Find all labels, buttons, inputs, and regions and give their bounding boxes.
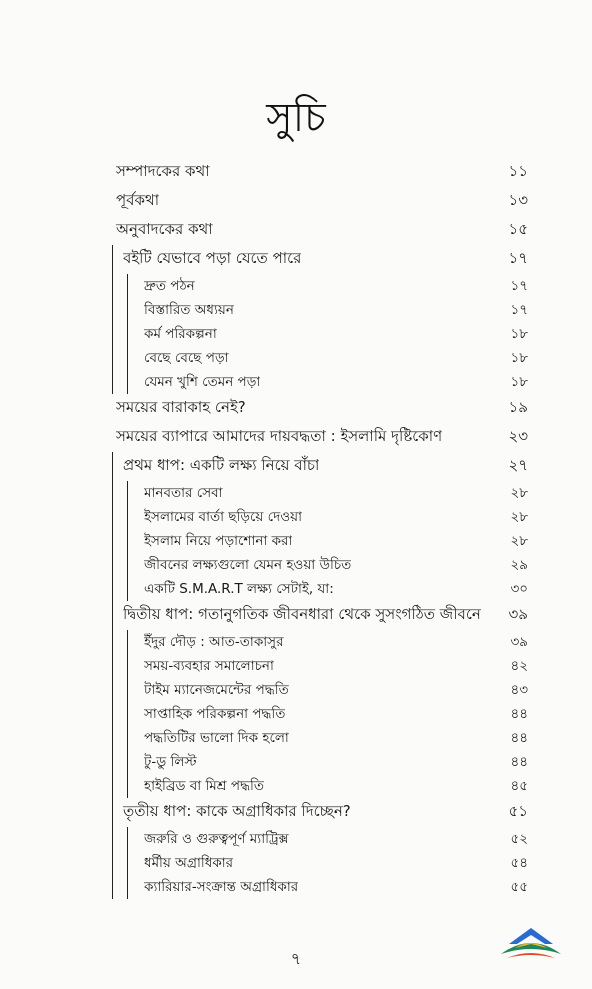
toc-entry-page: ১৮: [510, 349, 528, 366]
toc-subentry[interactable]: [127, 726, 532, 750]
toc-subentry[interactable]: [127, 481, 532, 505]
toc-entry-label: একটি S.M.A.R.T লক্ষ্য সেটাই, যা:: [144, 580, 334, 597]
toc-entry-label: ধর্মীয় অগ্রাধিকার: [144, 854, 234, 871]
toc-entry-label: মানবতার সেবা: [144, 484, 223, 501]
toc-entry-page: ১১: [508, 162, 528, 180]
toc-subentry[interactable]: [127, 774, 532, 798]
toc-entry-page: ১৩: [508, 191, 528, 209]
toc-entry[interactable]: [112, 158, 532, 187]
toc-entry-page: ১৮: [510, 325, 528, 342]
toc-subentry[interactable]: [127, 322, 532, 346]
toc-entry-label: বেছে বেছে পড়া: [144, 349, 229, 366]
publisher-logo-icon: [497, 924, 565, 968]
toc-entry-label: পূর্বকথা: [116, 191, 160, 209]
toc-entry-label: সাপ্তাহিক পরিকল্পনা পদ্ধতি: [144, 705, 286, 722]
toc-entry-label: টাইম ম্যানেজমেন্টের পদ্ধতি: [144, 681, 289, 698]
toc-section: [112, 798, 532, 899]
toc-entry-label: অনুবাদকের কথা: [116, 220, 213, 238]
toc-entry-page: ১৯: [508, 398, 528, 416]
toc-subentry[interactable]: [127, 505, 532, 529]
toc-entry-page: ১৭: [508, 249, 528, 267]
toc-subentry[interactable]: [127, 630, 532, 654]
toc-entry-page: ২৯: [510, 556, 528, 573]
toc-subentry[interactable]: [127, 750, 532, 774]
toc-entry-page: ২৮: [510, 532, 528, 549]
toc-entry-page: ৩৯: [508, 605, 528, 623]
toc-entry-label: সময়-ব্যবহার সমালোচনা: [144, 657, 274, 674]
toc-subentry[interactable]: [127, 370, 532, 394]
toc-entry[interactable]: [112, 394, 532, 423]
toc-entry-page: ১৫: [508, 220, 528, 238]
toc-entry-label: পদ্ধতিটির ভালো দিক হলো: [144, 729, 289, 746]
toc-title: সুচি: [266, 95, 326, 141]
toc-section: [112, 452, 532, 601]
toc-entry-page: ২৮: [510, 508, 528, 525]
toc-entry-page: ২৭: [508, 456, 528, 474]
toc-entry[interactable]: [119, 601, 532, 630]
toc-subentry[interactable]: [127, 875, 532, 899]
toc-entry-label: বিস্তারিত অধ্যয়ন: [144, 301, 234, 318]
toc-subentry[interactable]: [127, 529, 532, 553]
toc-entry-page: ১৮: [510, 373, 528, 390]
toc-entry-page: ৪৫: [510, 777, 528, 794]
toc-subentry[interactable]: [127, 298, 532, 322]
toc-entry-label: সময়ের বারাকাহ নেই?: [116, 398, 246, 416]
toc-entry-label: প্রথম ধাপ: একটি লক্ষ্য নিয়ে বাঁচা: [123, 456, 320, 474]
toc-entry[interactable]: [119, 798, 532, 827]
toc-entry-page: ৪৪: [510, 729, 528, 746]
toc-entry-label: কর্ম পরিকল্পনা: [144, 325, 217, 342]
toc-entry-label: টু-ডু লিস্ট: [144, 753, 197, 770]
page-number: ৭: [290, 949, 302, 968]
toc-entry-page: ১৭: [510, 301, 528, 318]
toc-entry-page: ৫২: [510, 830, 528, 847]
toc-entry-page: ২৮: [510, 484, 528, 501]
toc-entry-label: জীবনের লক্ষ্যগুলো যেমন হওয়া উচিত: [144, 556, 352, 573]
toc-entry-label: তৃতীয় ধাপ: কাকে অগ্রাধিকার দিচ্ছেন?: [123, 802, 351, 820]
toc-subentry[interactable]: [127, 851, 532, 875]
toc-entry-label: জরুরি ও গুরুত্বপূর্ণ ম্যাট্রিক্স: [144, 830, 289, 847]
toc-entry-label: ইসলাম নিয়ে পড়াশোনা করা: [144, 532, 293, 549]
toc-subentry[interactable]: [127, 654, 532, 678]
toc-entry-label: দ্রুত পঠন: [144, 277, 195, 294]
toc-entry-label: দ্বিতীয় ধাপ: গতানুগতিক জীবনধারা থেকে সুসংগঠিত জীবনে: [123, 605, 481, 623]
toc-entry-page: ৪২: [510, 657, 528, 674]
toc-section: [112, 245, 532, 394]
toc-subentry[interactable]: [127, 827, 532, 851]
toc-entry[interactable]: [119, 452, 532, 481]
toc-entry-page: ৫৪: [510, 854, 528, 871]
toc-entry-page: ৪৪: [510, 753, 528, 770]
toc-entry-label: বইটি যেভাবে পড়া যেতে পারে: [123, 249, 302, 267]
toc-section: [112, 601, 532, 798]
toc-entry-page: ১৭: [510, 277, 528, 294]
toc-subentry[interactable]: [127, 274, 532, 298]
toc-entry-label: ইসলামের বার্তা ছড়িয়ে দেওয়া: [144, 508, 303, 525]
toc-entry-label: যেমন খুশি তেমন পড়া: [144, 373, 261, 390]
toc-entry-label: সম্পাদকের কথা: [116, 162, 210, 180]
toc-entry[interactable]: [112, 216, 532, 245]
toc-subentry[interactable]: [127, 577, 532, 601]
toc-entry-page: ৫৫: [510, 878, 528, 895]
toc-entry-label: সময়ের ব্যাপারে আমাদের দায়বদ্ধতা : ইসলামি দৃষ্টিকোণ: [116, 427, 443, 445]
toc-entry-label: ইঁদুর দৌড় : আত-তাকাসুর: [144, 633, 284, 650]
toc-entry-page: ৫১: [508, 802, 528, 820]
toc-entry-page: ৩৯: [510, 633, 528, 650]
toc-subentry[interactable]: [127, 678, 532, 702]
toc-entry[interactable]: [112, 423, 532, 452]
toc-entry-label: ক্যারিয়ার-সংক্রান্ত অগ্রাধিকার: [144, 878, 299, 895]
toc-subentry[interactable]: [127, 702, 532, 726]
toc-subentry[interactable]: [127, 346, 532, 370]
toc-entry-page: ৪৩: [510, 681, 528, 698]
toc-entry-label: হাইব্রিড বা মিশ্র পদ্ধতি: [144, 777, 264, 794]
toc-entry[interactable]: [119, 245, 532, 274]
toc-entry-page: ২৩: [508, 427, 528, 445]
table-of-contents: [112, 158, 532, 899]
toc-entry-page: ৪৪: [510, 705, 528, 722]
toc-subentry[interactable]: [127, 553, 532, 577]
toc-entry-page: ৩০: [510, 580, 528, 597]
toc-entry[interactable]: [112, 187, 532, 216]
